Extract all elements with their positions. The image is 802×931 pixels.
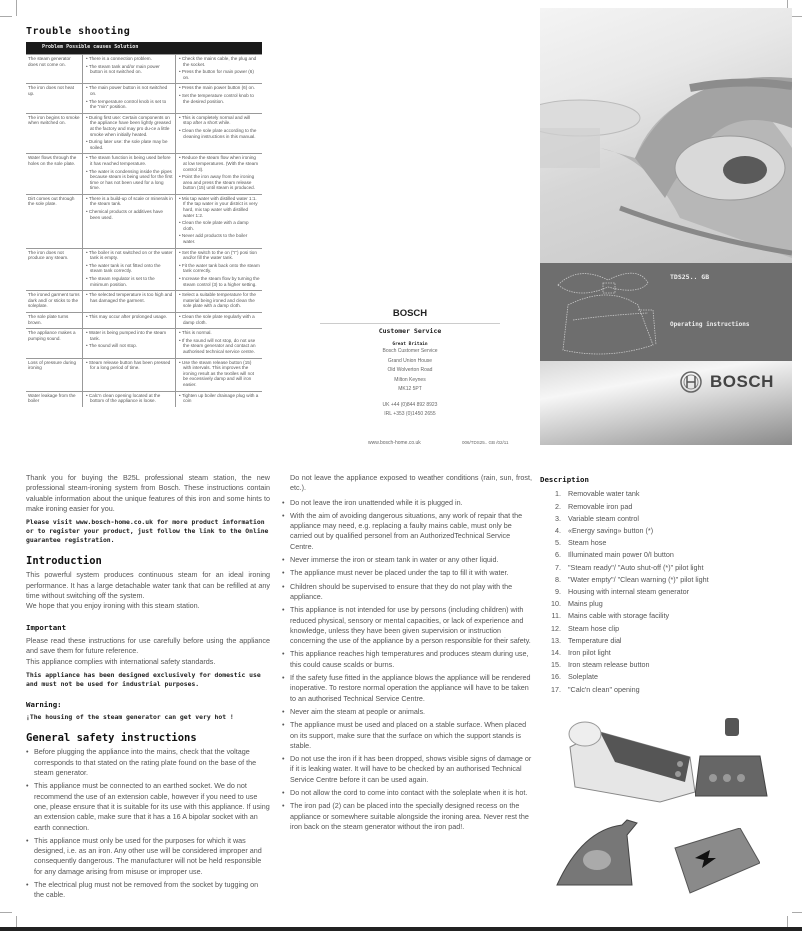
intro-column (26, 473, 270, 904)
item-number: 2. (555, 501, 561, 511)
list-item (540, 659, 790, 671)
solutions-cell (176, 248, 263, 291)
item-label: Steam hose clip (568, 623, 620, 633)
cause-item: • The water tank is not fitted onto the steam tank correctly. (85, 263, 173, 274)
safety-column (282, 473, 532, 835)
introduction-heading: Introduction (26, 555, 102, 568)
cause-item: • There is a build-up of scale or minerals in the steam tank. (85, 196, 173, 207)
item-number: 3. (555, 513, 561, 523)
customer-service-title: Customer Service (378, 327, 442, 335)
solution-item: • Fit the water tank back onto the steam tank correctly. (178, 263, 260, 274)
phone-uk: UK +44 (0)844 892 8923 (382, 401, 438, 408)
description-heading: Description (540, 475, 589, 484)
safety-item: • The iron pad (2) can be placed into the specially designed recess on the appliance or somewhere suitable alongside the ironing area. Never rest the iron back on the steam generator without the iron pad!. (282, 801, 532, 832)
solutions-cell (176, 391, 263, 407)
divider (320, 323, 500, 324)
cause-item: • The selected temperature is too high and has damaged the garment. (85, 292, 173, 303)
problem-cell: The steam generator does not come on. (26, 55, 83, 84)
solutions-cell (176, 55, 263, 84)
cause-item: • During first use: Certain components on the appliance have been lightly greased at the factory and may pro du-ce a little smoke when initially heated. (85, 115, 173, 137)
list-item (540, 671, 790, 683)
solution-item: • Press the main power button (6) on. (178, 85, 260, 91)
solutions-cell (176, 329, 263, 358)
safety-item: • Before plugging the appliance into the mains, check that the voltage corresponds to that stated on the rating plate found on the base of the steam generator. (26, 747, 270, 778)
item-label: Variable steam control (568, 513, 639, 523)
list-item (540, 598, 790, 610)
item-label: "Water empty"/ "Clean warning (*)" pilot light (568, 574, 709, 584)
item-number: 1. (555, 489, 561, 499)
item-number: 15. (551, 660, 561, 670)
cause-item: • The water is condensing inside the pipes because steam is being used for the first time or has not been used for a long time. (85, 169, 173, 191)
item-number: 7. (555, 562, 561, 572)
steam-station-outline-icon (548, 265, 668, 360)
crop-mark (0, 16, 12, 17)
cause-item: • The sound will not stop. (85, 343, 173, 349)
item-number: 8. (555, 574, 561, 584)
list-item (540, 684, 790, 696)
website-link[interactable]: www.bosch-home.co.uk (368, 440, 421, 446)
safety-item: • This appliance must only be used for the purposes for which it was designed, i.e. as an iron. Any other use will be considered improper and consequently dangerous. The manufacturer will not be held responsible for any damage arising from misuse or improper use. (26, 836, 270, 877)
table-row (26, 291, 262, 313)
safety-heading: General safety instructions (26, 732, 197, 745)
item-number: 4. (555, 525, 561, 535)
item-label: Mains cable with storage facility (568, 611, 670, 621)
solution-item: • Select a suitable temperature for the material being ironed and clean the sole plate with a damp cloth. (178, 292, 260, 309)
table-header: Problem Possible causes Solution (26, 42, 262, 55)
problem-cell: The appliance makes a pumping sound. (26, 329, 83, 358)
table-row (26, 154, 262, 195)
item-label: Temperature dial (568, 635, 622, 645)
problem-cell: Dirt comes out through the sole plate. (26, 194, 83, 248)
domestic-use-note: This appliance has been designed exclusively for domestic use and must not be used for industrial purposes. (26, 670, 261, 688)
causes-cell (83, 391, 176, 407)
solutions-cell (176, 194, 263, 248)
solution-item: • Use the steam release button (15) with intervals. This improves the ironing result as the textiles will not be excessively damp and will iron easier. (178, 360, 260, 388)
item-number: 11. (551, 611, 561, 621)
bosch-armature-icon (680, 371, 702, 393)
iron-diagram-icon (552, 815, 642, 895)
cause-item: • The temperature control knob is set to the "min" position. (85, 99, 173, 110)
address-line: Grand Union House (387, 357, 433, 364)
causes-cell (83, 312, 176, 328)
item-number: 12. (551, 623, 561, 633)
item-number: 13. (551, 635, 561, 645)
brand-name: BOSCH (392, 308, 428, 319)
brand-wordmark: BOSCH (710, 372, 774, 391)
safety-item: • Do not leave the iron unattended while it is plugged in. (282, 498, 532, 508)
table-row (26, 391, 262, 407)
item-label: "Steam ready"/ "Auto shut-off (*)" pilot light (568, 562, 704, 572)
problem-cell: Water leakage from the boiler (26, 391, 83, 407)
safety-item: • This appliance is not intended for use by persons (including children) with reduced physical, sensory or mental capacities, or lack of experience and knowledge, unless they have been given supervision or instruction concerning the use of the appliance by a person responsible for their safety. (282, 605, 532, 646)
safety-item: • With the aim of avoiding dangerous situations, any work of repair that the appliance may need, e.g. replacing a faulty mains cable, must only be carried out by qualified personel from an AuthorizedTechnical Service Centre. (282, 511, 532, 552)
solutions-cell (176, 291, 263, 313)
problem-cell: Water flows through the holes on the sole plate. (26, 154, 83, 195)
list-item (540, 562, 790, 574)
problem-cell: Loss of pressure during ironing (26, 358, 83, 391)
cause-item: • The main power button is not switched on. (85, 85, 173, 96)
list-item (540, 647, 790, 659)
solution-item: • This is completely normal and will stop after a short while. (178, 115, 260, 126)
safety-item: • The appliance must be used and placed on a stable surface. When placed on its support, make sure that the surface on which the support stands is stable. (282, 720, 532, 751)
solutions-cell (176, 358, 263, 391)
solution-item: • Clean the sole plate regularly with a damp cloth. (178, 314, 260, 325)
crop-mark (787, 916, 788, 927)
bosch-logo (680, 371, 774, 393)
item-label: Illuminated main power 0/I button (568, 550, 674, 560)
item-number: 14. (551, 647, 561, 657)
solution-item: • Press the button for main power (6) on. (178, 69, 260, 80)
solutions-cell (176, 154, 263, 195)
steam-generator-diagram-icon (560, 712, 710, 807)
phone-irl: IRL +353 (0)1450 2655 (384, 411, 436, 417)
table-row (26, 358, 262, 391)
solution-item: • Clean the sole plate according to the cleaning instructions in this manual. (178, 128, 260, 139)
list-item (540, 623, 790, 635)
cover-swoosh (540, 361, 792, 445)
item-label: Housing with internal steam generator (568, 586, 690, 596)
hose-clip-base-diagram-icon (695, 716, 775, 801)
cause-item: • Chemical products or additives have been used. (85, 209, 173, 220)
solutions-cell (176, 84, 263, 113)
cause-item: • Calc'n clean opening located at the bottom of the appliance is loose. (85, 393, 173, 404)
causes-cell (83, 358, 176, 391)
document-code: 006/TDS25.. GB /02/11 (462, 440, 509, 445)
important-heading: Important (26, 622, 67, 632)
page-bottom-rule (0, 927, 802, 931)
address-line: Milton Keynes (394, 376, 426, 383)
description-column (540, 473, 790, 696)
item-label: "Calc'n clean" opening (568, 684, 640, 694)
safety-item: • Never immerse the iron or steam tank in water or any other liquid. (282, 555, 532, 565)
customer-service-block (340, 308, 480, 420)
cause-item: • The boiler is not switched on or the water tank is empty. (85, 250, 173, 261)
safety-item: Do not leave the appliance exposed to weather conditions (rain, sun, frost, etc.). (290, 473, 532, 493)
list-item (540, 610, 790, 622)
cause-item: • The steam function is being used before it has reached temperature. (85, 155, 173, 166)
solutions-cell (176, 113, 263, 154)
problem-cell: The sole plate turns brown. (26, 312, 83, 328)
cause-item: • Steam release button has been pressed for a long period of time. (85, 360, 173, 371)
iron-photo (540, 8, 792, 263)
list-item (540, 549, 790, 561)
item-label: «Energy saving» button (*) (568, 525, 654, 535)
cause-item: • The steam tank and/or main power button is not switched on. (85, 64, 173, 75)
standards-note: This appliance complies with international safety standards. (26, 656, 216, 666)
table-row (26, 312, 262, 328)
solution-item: • Mix tap water with distilled water 1:1. If the tap water in your district is very hard, mix tap water with distilled water 1:2. (178, 196, 260, 218)
causes-cell (83, 113, 176, 154)
list-item (540, 525, 790, 537)
item-number: 10. (551, 599, 561, 609)
solution-item: • Check the mains cable, the plug and the socket. (178, 56, 260, 67)
item-number: 9. (555, 586, 561, 596)
list-item (540, 586, 790, 598)
item-number: 16. (551, 672, 561, 682)
table-row (26, 55, 262, 84)
warning-heading: Warning: (26, 699, 62, 709)
solution-item: • Never add products to the boiler water. (178, 233, 260, 244)
cause-item: • Water is being pumped into the steam tank. (85, 330, 173, 341)
crop-mark (0, 912, 12, 913)
troubleshooting-title: Trouble shooting (26, 26, 131, 37)
solution-item: • Increase the steam flow by turning the steam control (3) to a higher setting. (178, 276, 260, 287)
table-row (26, 113, 262, 154)
item-number: 5. (555, 538, 561, 548)
safety-item: • This appliance reaches high temperatures and produces steam during use, this could cause scalds or burns. (282, 649, 532, 670)
causes-cell (83, 248, 176, 291)
solution-item: • If the sound will not stop, do not use the steam generator and contact an authorised technical service centre. (178, 338, 260, 355)
cover-band (540, 263, 792, 361)
table-row (26, 84, 262, 113)
introduction-body: We hope that you enjoy ironing with this steam station. (26, 601, 200, 611)
safety-item: • Do not allow the cord to come into contact with the soleplate when it is hot. (282, 788, 532, 798)
solution-item: • Clean the sole plate with a damp cloth. (178, 220, 260, 231)
model-number: TDS25.. GB (670, 273, 710, 281)
introduction-body: This powerful system produces continuous steam for an ideal ironing performance. It has a large detachable water tank that can be refilled at any time without switching off the system. (26, 570, 270, 601)
cause-item: • There is a connection problem. (85, 56, 173, 62)
item-label: Mains plug (568, 599, 603, 609)
item-number: 6. (555, 550, 561, 560)
safety-item: • If the safety fuse fitted in the appliance blows the appliance will be rendered inoperative. To restore normal operation the appliance will have to be taken to an authorised Technical Service Centre. (282, 673, 532, 704)
list-item (540, 537, 790, 549)
address-line: Old Wolverton Road (387, 367, 433, 373)
problem-cell: The ironed garment turns dark and/ or sticks to the soleplate. (26, 291, 83, 313)
problem-cell: The iron does not heat up. (26, 84, 83, 113)
solution-item: • Set the switch to the on ("I") posi tion and/or fill the water tank. (178, 250, 260, 261)
parts-list (540, 488, 790, 695)
warning-text: ¡The housing of the steam generator can get very hot ! (26, 713, 234, 722)
cause-item: • The steam regulator is set to the minimum position. (85, 276, 173, 287)
address-line: Bosch Customer Service (382, 348, 438, 354)
causes-cell (83, 55, 176, 84)
crop-mark (16, 916, 17, 927)
list-item (540, 635, 790, 647)
table-row (26, 248, 262, 291)
item-label: Steam hose (568, 538, 607, 548)
causes-cell (83, 84, 176, 113)
item-label: Iron pilot light (568, 647, 611, 657)
safety-item: • Do not use the iron if it has been dropped, shows visible signs of damage or if it is leaking water. It will have to be checked by an authorised Technical Service Centre before it can be used again. (282, 754, 532, 785)
item-label: Removable iron pad (568, 501, 633, 511)
cause-item: • This may occur after prolonged usage. (85, 314, 173, 320)
calc-clean-diagram-icon (660, 828, 760, 898)
solution-item: • Tighten up boiler drainage plug with a coin (178, 393, 260, 404)
solution-item: • This is normal. (178, 330, 260, 336)
item-number: 17. (551, 684, 561, 694)
table-row (26, 329, 262, 358)
solution-item: • Set the temperature control knob to the desired position. (178, 93, 260, 104)
country-label: Great Britain (392, 342, 428, 347)
registration-note: Please visit www.bosch-home.co.uk for more product information or to register your product, just follow the link to the Online guarantee registration. (26, 518, 269, 545)
list-item (540, 488, 790, 500)
important-body: Please read these instructions for use carefully before using the appliance and save them for future reference. (26, 635, 270, 656)
solution-item: • Point the iron away from the ironing area and press the steam release button (15) until steam is produced. (178, 174, 260, 191)
crop-mark (792, 912, 802, 913)
problem-cell: The iron begins to smoke when switched on. (26, 113, 83, 154)
address-line: MK12 5PT (398, 386, 422, 392)
causes-cell (83, 154, 176, 195)
cover-subtitle: Operating instructions (670, 321, 750, 328)
list-item (540, 501, 790, 513)
item-label: Soleplate (568, 672, 598, 682)
iron-illustration-icon (540, 8, 792, 263)
cover-panel (540, 8, 792, 445)
crop-mark (792, 16, 802, 17)
causes-cell (83, 194, 176, 248)
safety-item: • Never aim the steam at people or animals. (282, 707, 532, 717)
solution-item: • Reduce the steam flow when ironing at low temperatures. (With the steam control 3). (178, 155, 260, 172)
safety-item: • Children should be supervised to ensure that they do not play with the appliance. (282, 582, 532, 603)
troubleshooting-table (26, 42, 262, 407)
causes-cell (83, 329, 176, 358)
safety-item: • This appliance must be connected to an earthed socket. We do not recommend the use of an extension cable, however if you need to use one, please ensure that it is suitable for its use with this appliance. If using an extension cable, make sure that it has a 16 A bipolar socket with an earth connection. (26, 781, 270, 832)
problem-cell: The iron does not produce any steam. (26, 248, 83, 291)
safety-item: • The electrical plug must not be removed from the socket by tugging on the cable. (26, 880, 270, 901)
table-row (26, 194, 262, 248)
causes-cell (83, 291, 176, 313)
item-label: Iron steam release button (568, 660, 650, 670)
crop-mark (16, 0, 17, 16)
safety-item: • The appliance must never be placed under the tap to fill it with water. (282, 568, 532, 578)
list-item (540, 574, 790, 586)
solutions-cell (176, 312, 263, 328)
list-item (540, 513, 790, 525)
item-label: Removable water tank (568, 489, 640, 499)
thanks-paragraph: Thank you for buying the B25L professional steam station, the new professional steam-ironing system from Bosch. These instructions contain valuable information about the unique features of this iron and some hints to make ironing easier for you. (26, 473, 270, 513)
cause-item: • During later use: the sole plate may be soiled. (85, 139, 173, 150)
